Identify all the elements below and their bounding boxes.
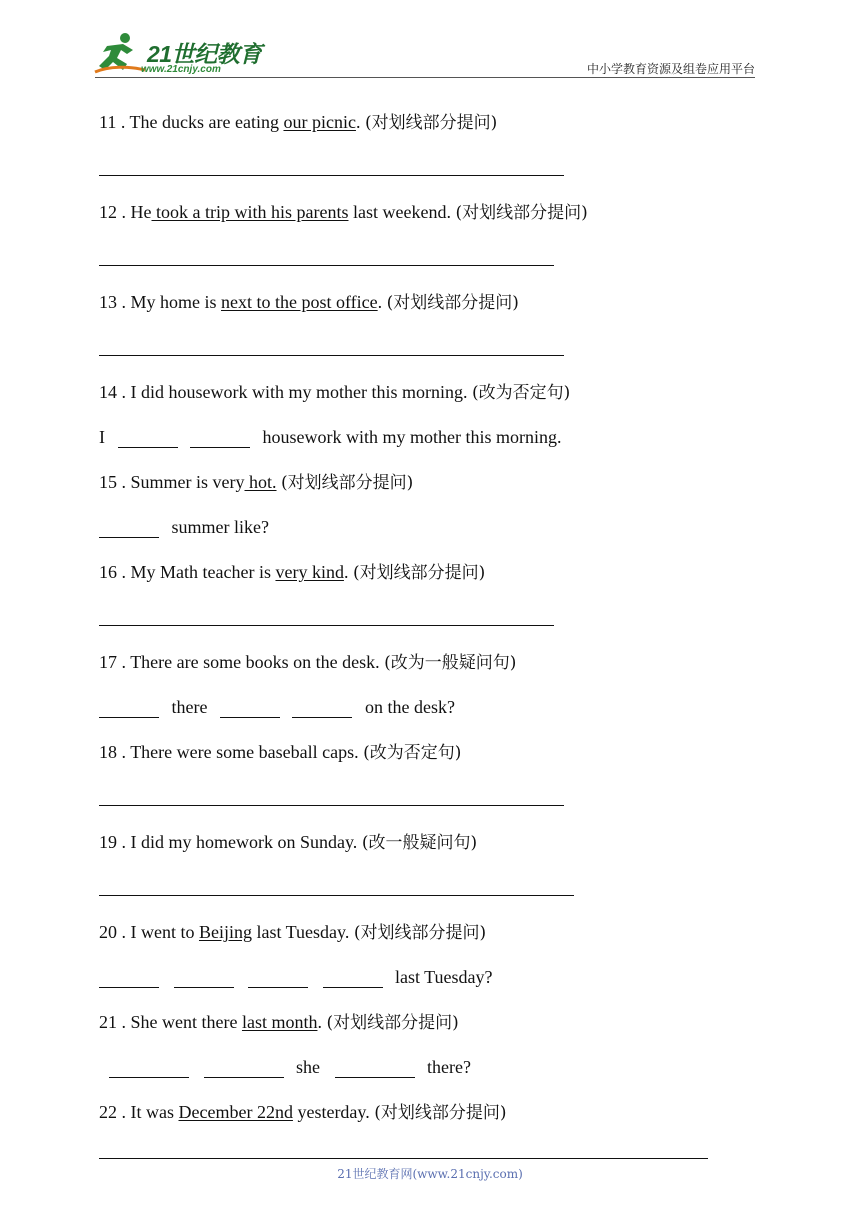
question-19: 19 . I did my homework on Sunday. (改一般疑问句): [99, 832, 478, 853]
answer-row-17: there on the desk?: [99, 696, 455, 718]
fill-blank[interactable]: [292, 699, 352, 718]
question-11: 11 . The ducks are eating our picnic. (对划线部分提问): [99, 112, 498, 133]
header-platform-text: 中小学教育资源及组卷应用平台: [586, 62, 755, 76]
instruction: (对划线部分提问): [374, 1103, 507, 1123]
instruction: (对划线部分提问): [364, 113, 498, 133]
logo: [93, 30, 263, 76]
answer-line-11[interactable]: [99, 175, 564, 176]
footer-divider: [99, 1158, 708, 1159]
underlined-phrase: hot.: [244, 472, 277, 492]
question-17: 17 . There are some books on the desk. (改为一般疑问句): [99, 652, 517, 673]
footer-text: 21世纪教育网(www.21cnjy.com): [337, 1167, 523, 1181]
question-14: 14 . I did housework with my mother this morning. (改为否定句): [99, 382, 571, 403]
instruction: (改为否定句): [471, 383, 571, 403]
header-divider: [95, 77, 755, 78]
question-21: 21 . She went there last month. (对划线部分提问): [99, 1012, 459, 1033]
fill-blank[interactable]: [118, 429, 178, 448]
logo-text: 21世纪教育: [147, 41, 262, 67]
question-18: 18 . There were some baseball caps. (改为否定句): [99, 742, 462, 763]
instruction: (对划线部分提问): [455, 203, 588, 223]
answer-line-18[interactable]: [99, 805, 564, 806]
fill-blank[interactable]: [99, 699, 159, 718]
instruction: (对划线部分提问): [352, 563, 486, 583]
runner-logo-icon: [93, 30, 147, 76]
fill-blank[interactable]: [190, 429, 250, 448]
fill-blank[interactable]: [248, 969, 308, 988]
fill-blank[interactable]: [220, 699, 280, 718]
underlined-phrase: last month: [241, 1012, 318, 1032]
answer-line-13[interactable]: [99, 355, 564, 356]
answer-line-16[interactable]: [99, 625, 554, 626]
fill-blank[interactable]: [99, 519, 159, 538]
underlined-phrase: December 22nd: [178, 1102, 293, 1122]
instruction: (对划线部分提问): [386, 293, 519, 313]
fill-blank[interactable]: [204, 1059, 284, 1078]
question-20: 20 . I went to Beijing last Tuesday. (对划线部分提问): [99, 922, 487, 943]
answer-row-14: I housework with my mother this morning.: [99, 427, 562, 447]
page-header: [0, 0, 860, 80]
instruction: (对划线部分提问): [353, 923, 487, 943]
question-15: 15 . Summer is very hot. (对划线部分提问): [99, 472, 414, 493]
underlined-phrase: very kind: [275, 562, 344, 582]
instruction: (对划线部分提问): [281, 473, 414, 493]
answer-row-21: she there?: [109, 1056, 471, 1078]
question-16: 16 . My Math teacher is very kind. (对划线部分提问): [99, 562, 486, 583]
underlined-phrase: took a trip with his parents: [151, 202, 349, 222]
underlined-phrase: our picnic: [283, 112, 356, 132]
underlined-phrase: Beijing: [198, 922, 252, 942]
fill-blank[interactable]: [99, 969, 159, 988]
answer-line-19[interactable]: [99, 895, 574, 896]
fill-blank[interactable]: [323, 969, 383, 988]
instruction: (改为一般疑问句): [384, 653, 517, 673]
answer-row-15: summer like?: [99, 516, 269, 538]
question-22: 22 . It was December 22nd yesterday. (对划线部分提问): [99, 1102, 507, 1123]
underlined-phrase: next to the post office: [221, 292, 378, 312]
instruction: (对划线部分提问): [326, 1013, 459, 1033]
logo-url: www.21cnjy.com: [141, 64, 221, 75]
fill-blank[interactable]: [335, 1059, 415, 1078]
fill-blank[interactable]: [174, 969, 234, 988]
fill-blank[interactable]: [109, 1059, 189, 1078]
question-12: 12 . He took a trip with his parents last weekend. (对划线部分提问): [99, 202, 588, 223]
instruction: (改一般疑问句): [361, 833, 478, 853]
instruction: (改为否定句): [363, 743, 462, 763]
answer-line-12[interactable]: [99, 265, 554, 266]
answer-row-20: last Tuesday?: [99, 966, 493, 988]
question-13: 13 . My home is next to the post office. (对划线部分提问): [99, 292, 519, 313]
